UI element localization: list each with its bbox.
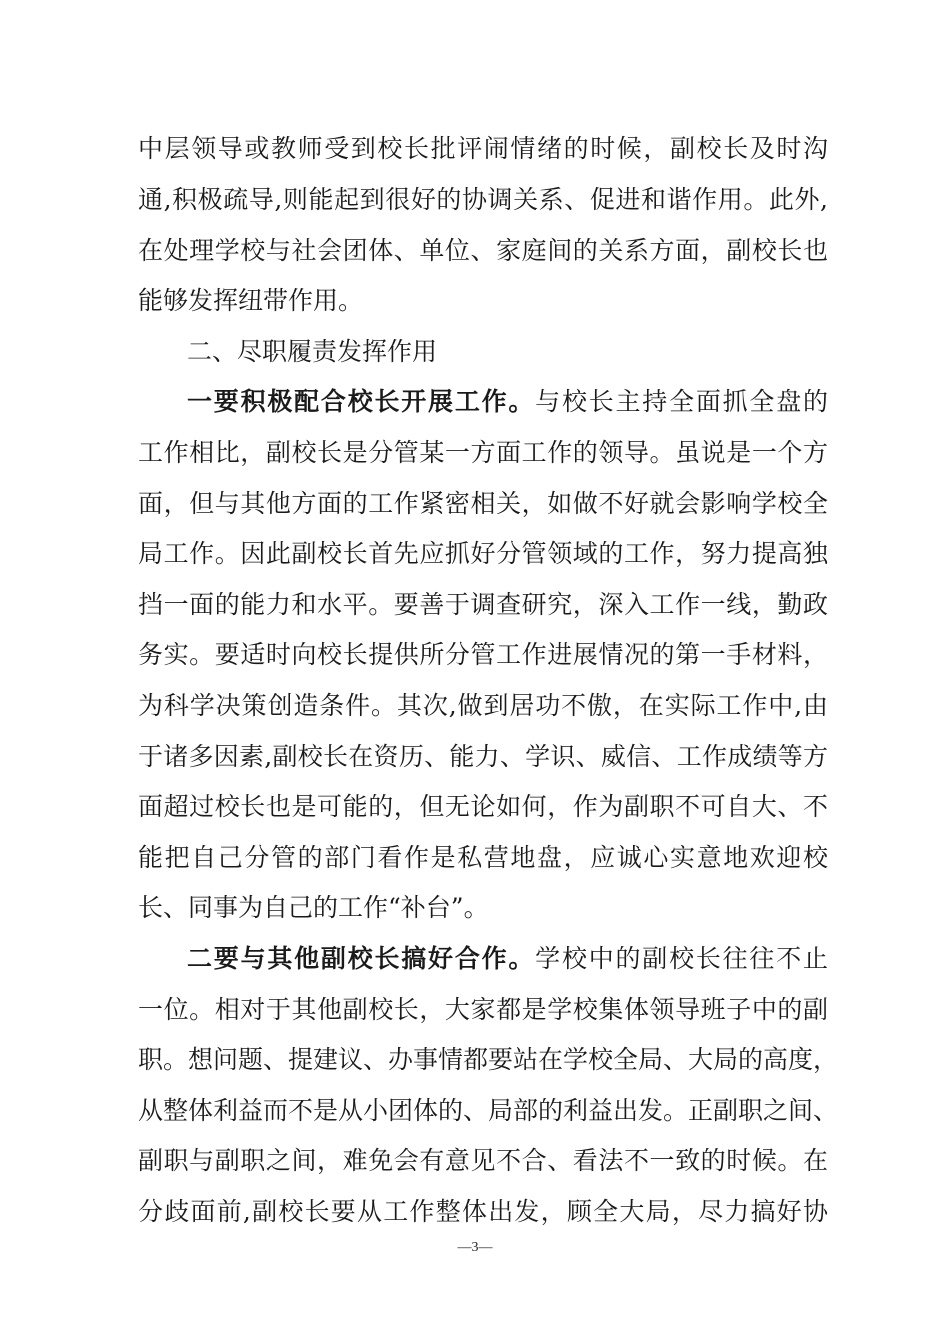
paragraph-2-line: 为科学决策创造条件。其次,做到居功不傲，在实际工作中,由: [138, 691, 828, 720]
paragraph-2-lead: 一要积极配合校长开展工作。: [187, 387, 536, 416]
paragraph-2-line: 局工作。因此副校长首先应抓好分管领域的工作，努力提高独: [138, 539, 828, 568]
paragraph-2-line: 长、同事为自己的工作“补台”。: [138, 893, 489, 922]
page-number: —3—: [457, 1240, 493, 1255]
paragraph-1-line: 能够发挥纽带作用。: [138, 286, 364, 315]
paragraph-2-line: 能把自己分管的部门看作是私营地盘，应诚心实意地欢迎校: [138, 843, 828, 872]
paragraph-2-line: 挡一面的能力和水平。要善于调查研究，深入工作一线，勤政: [138, 590, 828, 619]
paragraph-2-line: 务实。要适时向校长提供所分管工作进展情况的第一手材料，: [138, 640, 828, 669]
paragraph-3-first-line-rest: 学校中的副校长往往不止: [535, 944, 828, 973]
paragraph-2-line: 面超过校长也是可能的，但无论如何，作为副职不可自大、不: [138, 792, 828, 821]
paragraph-2-line: 于诸多因素,副校长在资历、能力、学识、威信、工作成绩等方: [138, 742, 828, 771]
paragraph-3-line: 一位。相对于其他副校长，大家都是学校集体领导班子中的副: [138, 995, 828, 1024]
paragraph-1-line: 中层领导或教师受到校长批评闹情绪的时候，副校长及时沟: [138, 134, 828, 163]
paragraph-3-lead: 二要与其他副校长搞好合作。: [187, 944, 536, 973]
paragraph-1-line: 在处理学校与社会团体、单位、家庭间的关系方面，副校长也: [138, 236, 828, 265]
section-heading: 二、尽职履责发挥作用: [187, 337, 438, 366]
paragraph-3-line: 职。想问题、提建议、办事情都要站在学校全局、大局的高度，: [138, 1045, 839, 1074]
paragraph-2-first-line-rest: 与校长主持全面抓全盘的: [535, 387, 828, 416]
paragraph-1-line: 通,积极疏导,则能起到很好的协调关系、促进和谐作用。此外,: [138, 185, 828, 214]
paragraph-2-line: 面，但与其他方面的工作紧密相关，如做不好就会影响学校全: [138, 489, 828, 518]
paragraph-3-line: 分歧面前,副校长要从工作整体出发，顾全大局，尽力搞好协: [138, 1197, 828, 1226]
paragraph-3-line: 从整体利益而不是从小团体的、局部的利益出发。正副职之间、: [138, 1096, 839, 1125]
paragraph-3-line: 副职与副职之间，难免会有意见不合、看法不一致的时候。在: [138, 1146, 828, 1175]
paragraph-2-first-line: [187, 382, 828, 422]
paragraph-2-line: 工作相比，副校长是分管某一方面工作的领导。虽说是一个方: [138, 438, 828, 467]
paragraph-3-first-line: [187, 939, 828, 979]
